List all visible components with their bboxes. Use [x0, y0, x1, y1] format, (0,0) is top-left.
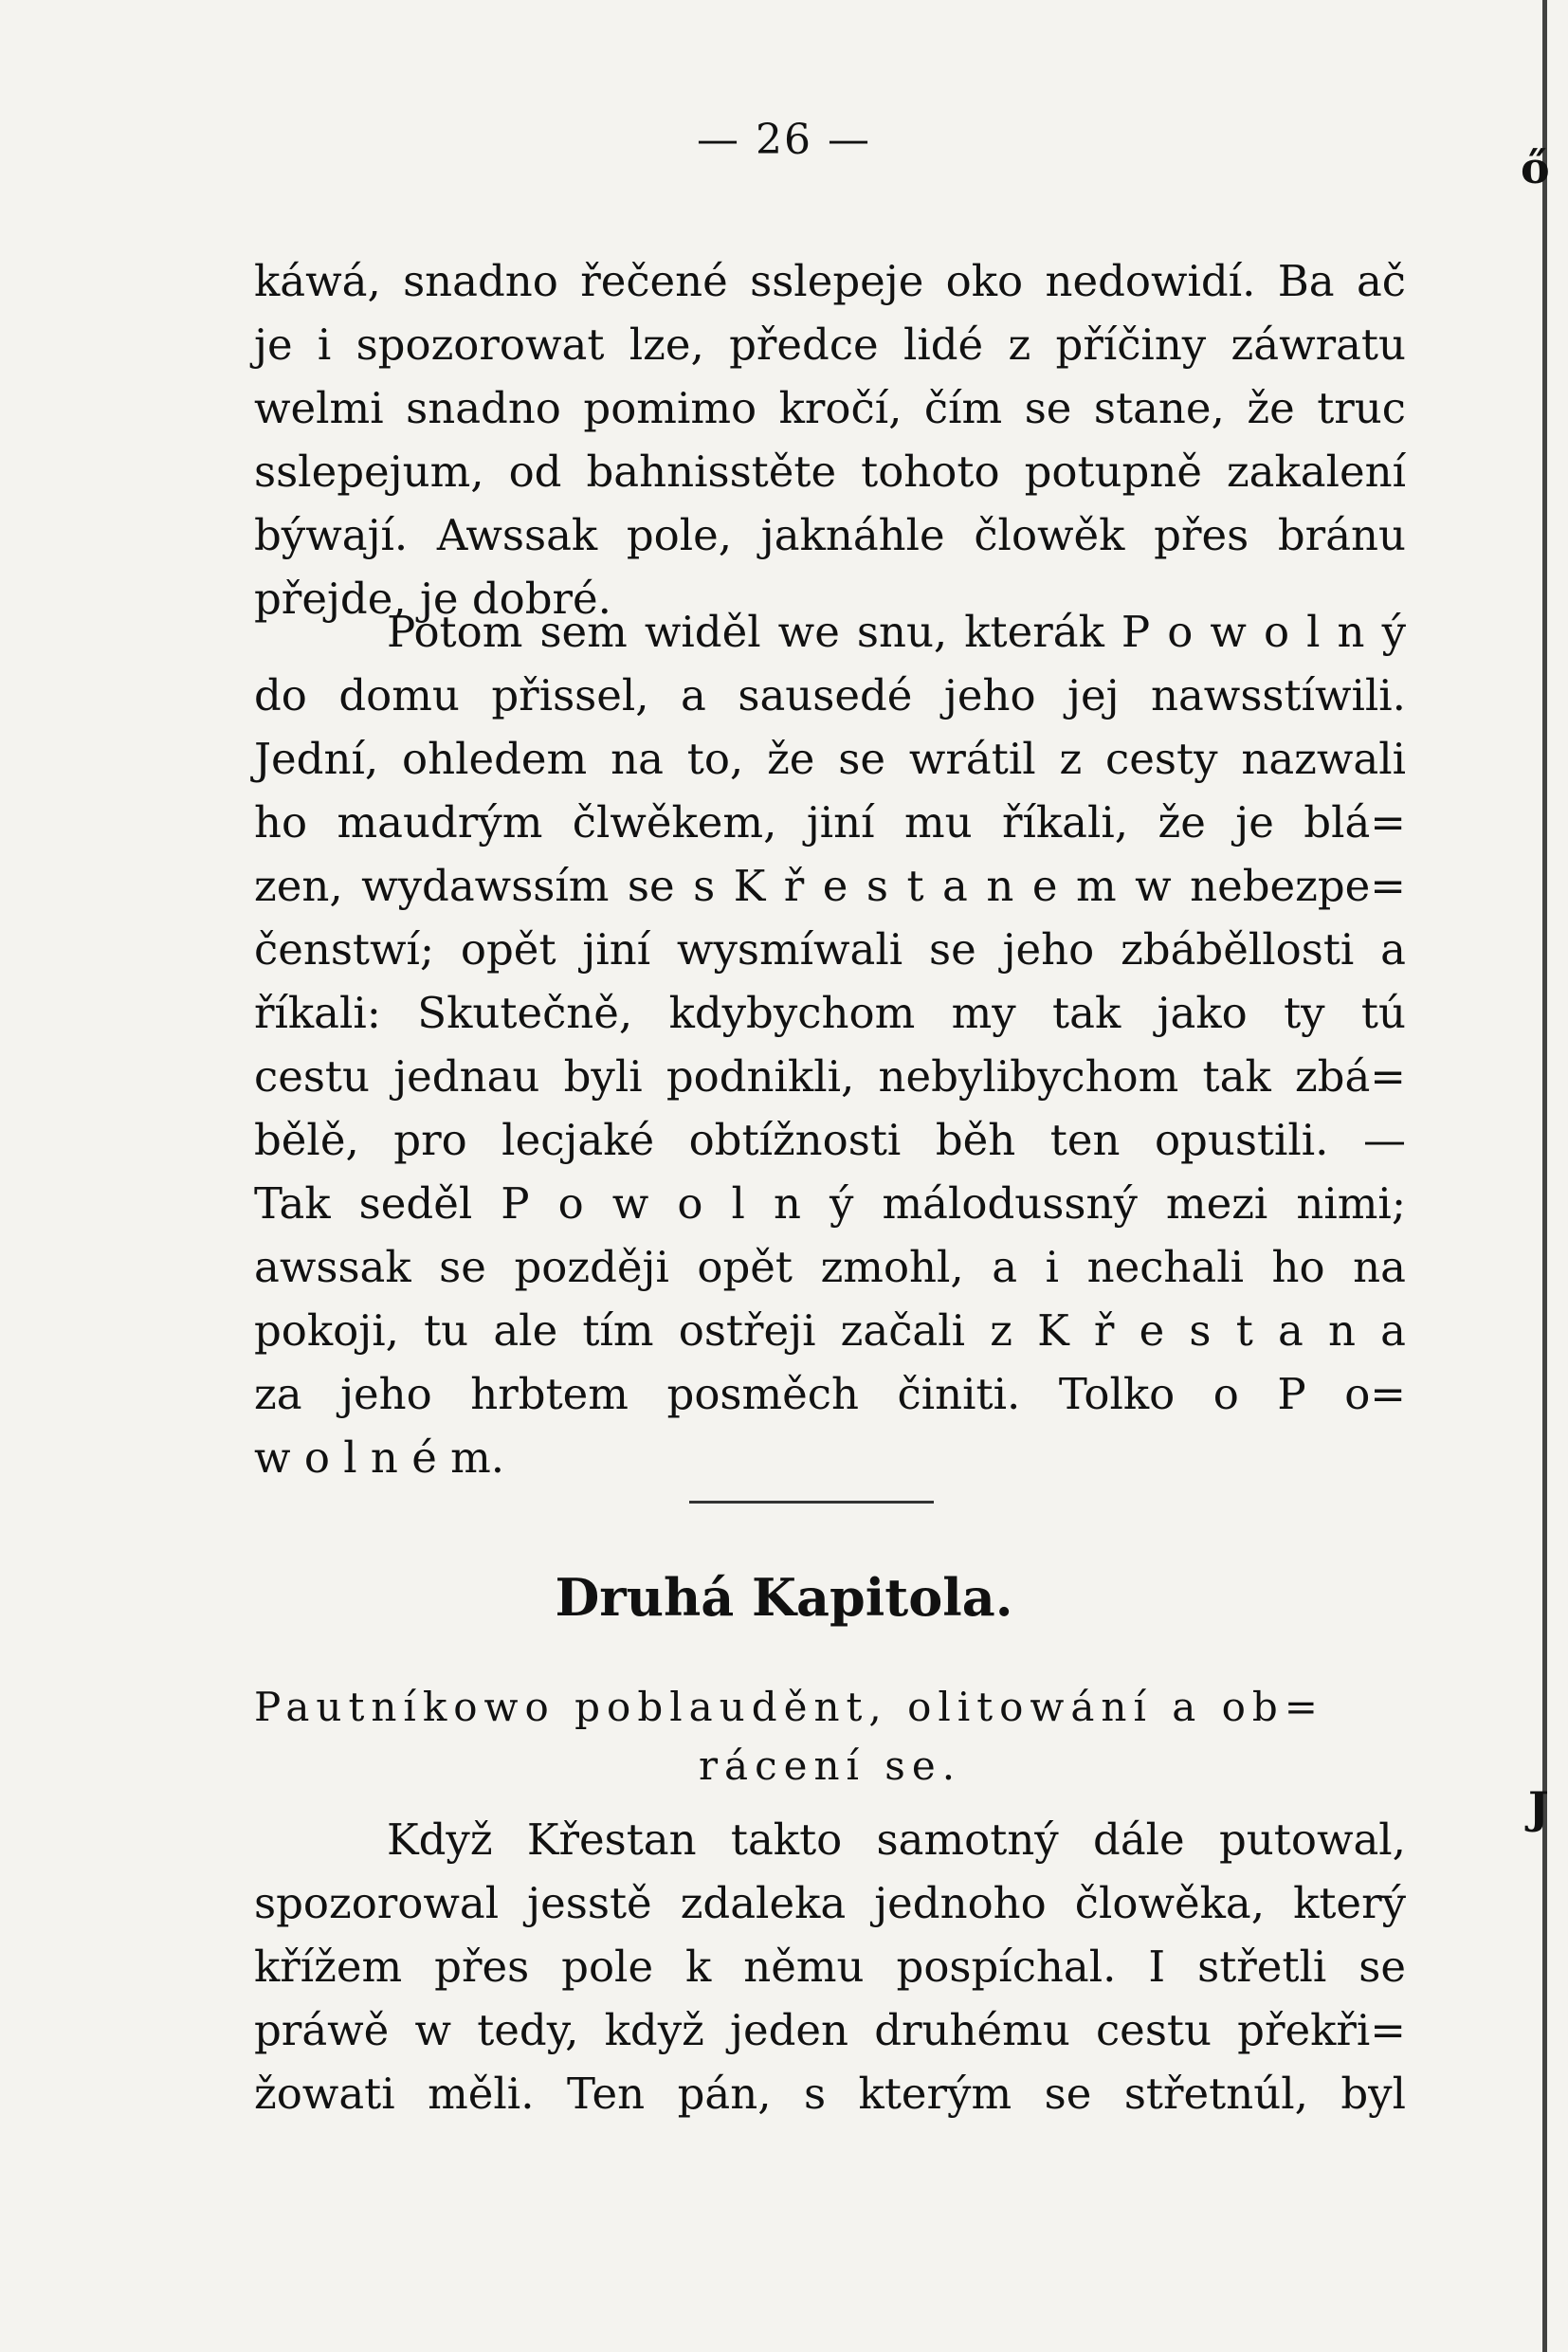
text-line: awssak se později opět zmohl, a i nechali ho na: [254, 1242, 1406, 1292]
text-line: Jední, ohledem na to, že se wrátil z cesty nazwali: [254, 734, 1406, 784]
text-line: Tak seděl P o w o l n ý málodussný mezi nimi;: [254, 1178, 1406, 1229]
page-edge-line: [1542, 0, 1547, 2352]
text-line: říkali: Skutečně, kdybychom my tak jako ty tú: [254, 988, 1406, 1038]
text-line: je i spozorowat lze, předce lidé z příčiny záwratu: [254, 319, 1406, 370]
text-line: do domu přissel, a sausedé jeho jej nawsstíwili.: [254, 670, 1406, 720]
text-line: přejde, je dobré.: [254, 574, 611, 624]
paragraph-1: [254, 249, 1406, 630]
text-line: cestu jednau byli podnikli, nebylibychom tak zbá=: [254, 1051, 1406, 1102]
text-line: spozorowal jesstě zdaleka jednoho člowěka, který: [254, 1878, 1406, 1928]
page-number: — 26 —: [697, 116, 871, 164]
chapter-summary: [254, 1678, 1406, 1796]
text-line: Potom sem widěl we snu, kterák P o w o l n ý: [387, 607, 1406, 657]
text-line: sslepejum, od bahnisstěte tohoto potupně zakalení: [254, 447, 1406, 497]
text-line: ho maudrým člwěkem, jiní mu říkali, že je blá=: [254, 797, 1406, 848]
chapter-title: Druhá Kapitola.: [555, 1567, 1013, 1628]
text-line: bělě, pro lecjaké obtížnosti běh ten opustili. —: [254, 1115, 1406, 1165]
text-line: zen, wydawssím se s K ř e s t a n e m w nebezpe=: [254, 861, 1406, 911]
section-divider: [689, 1501, 934, 1504]
text-line: býwají. Awssak pole, jaknáhle člowěk přes bránu: [254, 510, 1406, 560]
text-line: káwá, snadno řečené sslepeje oko nedowidí. Ba ač: [254, 256, 1406, 306]
text-line: práwě w tedy, když jeden druhému cestu překři=: [254, 2005, 1406, 2055]
text-line: w o l n é m.: [254, 1432, 505, 1483]
text-line: Když Křestan takto samotný dále putowal,: [387, 1814, 1406, 1865]
paragraph-3: [254, 1808, 1406, 2125]
text-line: za jeho hrbtem posměch činiti. Tolko o P o=: [254, 1369, 1406, 1419]
text-line: žowati měli. Ten pán, s kterým se střetnúl, byl: [254, 2069, 1406, 2119]
summary-line: rácení se.: [698, 1742, 962, 1789]
summary-line: Pautníkowo poblauděnt, olitowání a ob=: [254, 1684, 1324, 1730]
edge-mark-top: ő: [1521, 142, 1550, 193]
edge-mark-bottom: J: [1528, 1782, 1549, 1833]
text-line: welmi snadno pomimo kročí, čím se stane, že truc: [254, 383, 1406, 433]
text-line: čenstwí; opět jiní wysmíwali se jeho zbáběllosti a: [254, 924, 1406, 975]
text-line: křížem přes pole k němu pospíchal. I střetli se: [254, 1942, 1406, 1992]
text-line: pokoji, tu ale tím ostřeji začali z K ř e s t a n a: [254, 1305, 1406, 1356]
paragraph-2: [254, 600, 1406, 1489]
